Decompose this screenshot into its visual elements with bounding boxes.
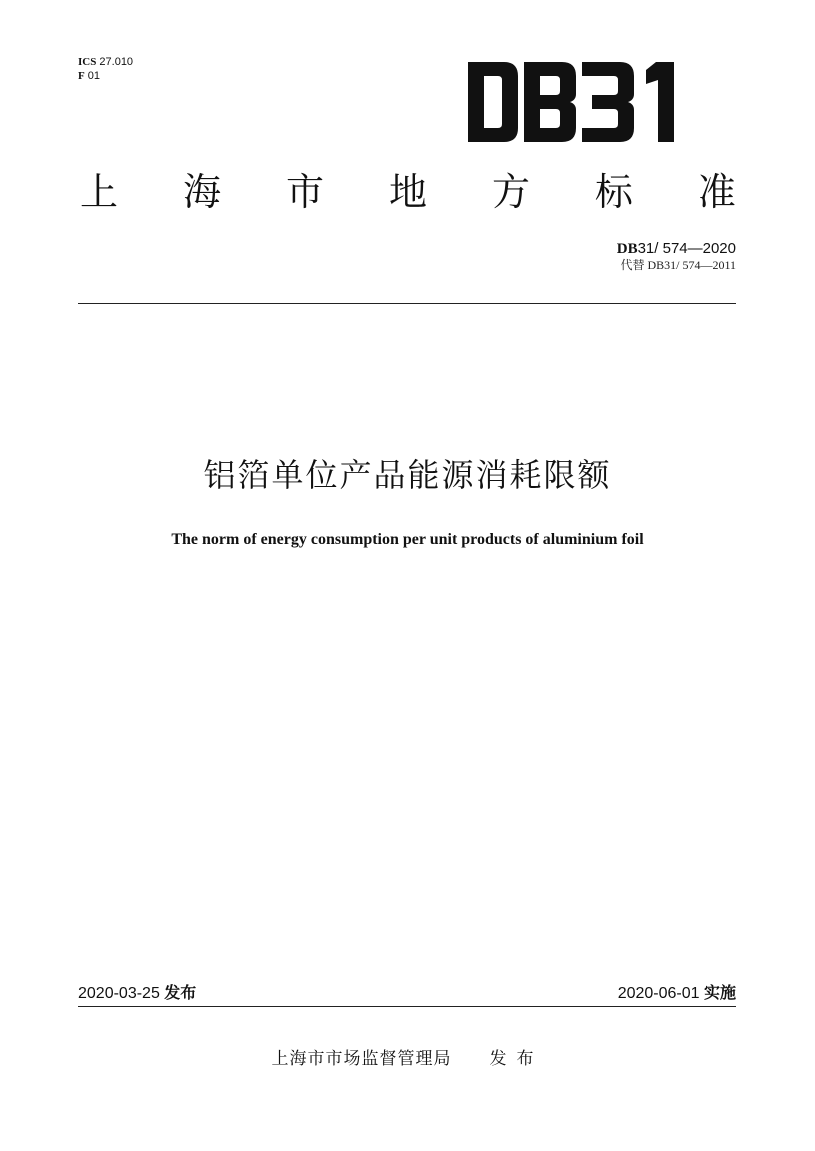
implement-label: 实施 bbox=[703, 983, 736, 1002]
standard-type-char: 方 bbox=[491, 170, 530, 214]
standard-type-heading bbox=[80, 168, 736, 216]
standard-type-char: 地 bbox=[388, 170, 427, 214]
classification-codes bbox=[78, 55, 133, 83]
ccs-label: F bbox=[78, 70, 85, 82]
document-title-zh: 铝箔单位产品能源消耗限额 bbox=[203, 456, 612, 494]
standard-type-char: 海 bbox=[182, 170, 221, 214]
standard-number bbox=[617, 240, 736, 258]
ccs-line bbox=[78, 69, 133, 83]
publish-date-line bbox=[78, 983, 196, 1004]
standard-type-char: 标 bbox=[594, 170, 633, 214]
bottom-divider bbox=[78, 1006, 736, 1007]
issuer-action: 发布 bbox=[489, 1049, 544, 1069]
ics-line bbox=[78, 55, 133, 69]
document-title-en: The norm of energy consumption per unit products of aluminium foil bbox=[171, 531, 644, 548]
publish-date: 2020-03-25 bbox=[78, 985, 160, 1002]
db31-logo-graphic bbox=[468, 62, 690, 142]
replaces-standard: 代替 DB31/ 574—2011 bbox=[620, 258, 736, 272]
standard-type-char: 市 bbox=[285, 170, 324, 214]
standard-type-char: 准 bbox=[697, 170, 736, 214]
db31-logo bbox=[468, 62, 690, 142]
standard-number-block bbox=[617, 240, 736, 273]
standard-type-char: 上 bbox=[80, 170, 119, 214]
issuer-line bbox=[0, 1047, 815, 1071]
top-divider bbox=[78, 303, 736, 304]
publish-label: 发布 bbox=[164, 983, 197, 1002]
ics-code: 27.010 bbox=[99, 56, 134, 68]
standard-number-prefix: DB bbox=[616, 241, 638, 257]
implement-date-line bbox=[618, 983, 736, 1004]
ccs-code: 01 bbox=[87, 70, 101, 82]
ics-label: ICS bbox=[78, 56, 97, 68]
standard-number-code: 31/ 574—2020 bbox=[637, 240, 736, 257]
issuer-name: 上海市市场监督管理局 bbox=[271, 1049, 452, 1069]
implement-date: 2020-06-01 bbox=[617, 985, 700, 1002]
